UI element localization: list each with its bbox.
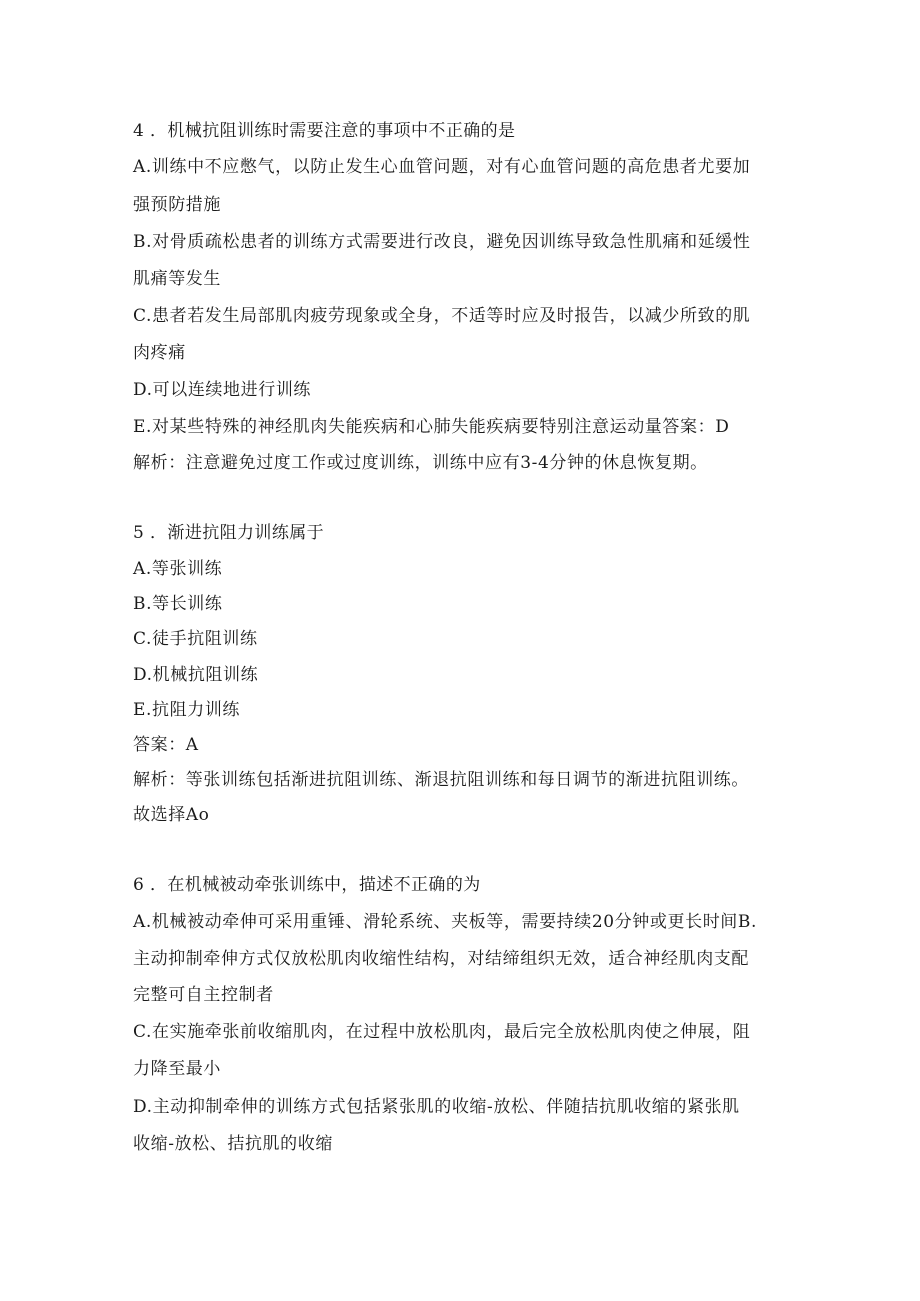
question-4-title: 4 ．机械抗阻训练时需要注意的事项中不正确的是 <box>133 121 516 141</box>
question-4-explanation: 解析：注意避免过度工作或过度训练，训练中应有3-4分钟的休息恢复期。 <box>133 453 708 473</box>
question-6-option-c-line-1: C.在实施牵张前收缩肌肉，在过程中放松肌肉，最后完全放松肌肉使之伸展，阻 <box>133 1022 751 1042</box>
question-5-option-b: B.等长训练 <box>133 594 223 614</box>
question-4-option-a-line-2: 强预防措施 <box>133 195 221 215</box>
question-4-option-e-answer: E.对某些特殊的神经肌肉失能疾病和心肺失能疾病要特别注意运动量答案：D <box>133 417 730 437</box>
question-5-option-c: C.徒手抗阻训练 <box>133 629 258 649</box>
question-6-option-b-line-1: 主动抑制牵伸方式仅放松肌肉收缩性结构，对结缔组织无效，适合神经肌肉支配 <box>133 949 749 969</box>
question-4-option-c-line-1: C.患者若发生局部肌肉疲劳现象或全身，不适等时应及时报告，以减少所致的肌 <box>133 306 751 326</box>
question-5-option-a: A.等张训练 <box>133 559 223 579</box>
question-6-title: 6 ．在机械被动牵张训练中，描述不正确的为 <box>133 875 481 895</box>
question-5-explanation-line-2: 故选择Ao <box>133 805 210 825</box>
question-4-option-b-line-2: 肌痛等发生 <box>133 269 221 289</box>
question-6-option-c-line-2: 力降至最小 <box>133 1059 221 1079</box>
question-4-option-c-line-2: 肉疼痛 <box>133 343 186 363</box>
question-6-option-b-line-2: 完整可自主控制者 <box>133 985 274 1005</box>
question-4-option-d: D.可以连续地进行训练 <box>133 380 312 400</box>
question-5-answer: 答案：A <box>133 735 199 755</box>
question-6-option-d-line-1: D.主动抑制牵伸的训练方式包括紧张肌的收缩-放松、伴随拮抗肌收缩的紧张肌 <box>133 1097 740 1117</box>
question-6-option-a-line-1: A.机械被动牵伸可采用重锤、滑轮系统、夹板等，需要持续20分钟或更长时间B. <box>133 912 758 932</box>
question-4-option-a-line-1: A.训练中不应憋气，以防止发生心血管问题，对有心血管问题的高危患者尤要加 <box>133 157 751 177</box>
question-5-option-e: E.抗阻力训练 <box>133 700 241 720</box>
question-4-option-b-line-1: B.对骨质疏松患者的训练方式需要进行改良，避免因训练导致急性肌痛和延缓性 <box>133 232 751 252</box>
question-5-explanation-line-1: 解析：等张训练包括渐进抗阻训练、渐退抗阻训练和每日调节的渐进抗阻训练。 <box>133 770 749 790</box>
question-6-option-d-line-2: 收缩-放松、拮抗肌的收缩 <box>133 1134 333 1154</box>
question-5-option-d: D.机械抗阻训练 <box>133 665 259 685</box>
question-5-title: 5 ．渐进抗阻力训练属于 <box>133 523 325 543</box>
